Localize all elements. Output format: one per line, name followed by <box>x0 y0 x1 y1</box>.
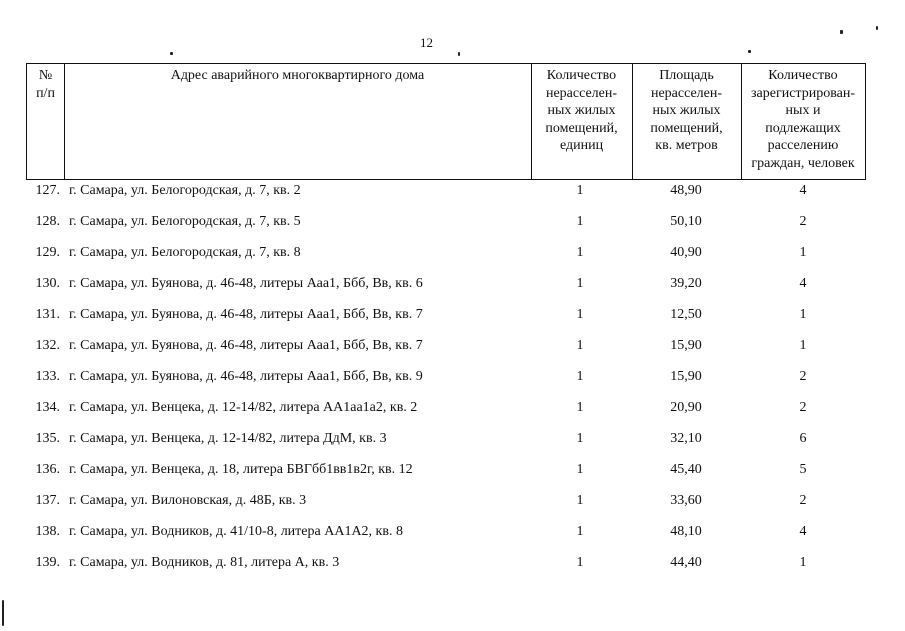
table-row <box>26 273 866 304</box>
row-address: г. Самара, ул. Водников, д. 81, литера А, кв. 3 <box>69 555 340 570</box>
row-count: 1 <box>576 245 584 260</box>
header-people-line: зарегистрирован- <box>751 85 855 101</box>
header-num <box>27 64 64 179</box>
row-people: 1 <box>799 245 807 260</box>
row-area: 33,60 <box>670 493 702 508</box>
row-area: 15,90 <box>670 369 702 384</box>
row-people: 2 <box>799 493 807 508</box>
row-number: 129. <box>35 245 60 260</box>
table-row <box>26 242 866 273</box>
row-people: 1 <box>799 338 807 353</box>
row-area: 39,20 <box>670 276 702 291</box>
header-area-line: кв. метров <box>655 138 718 153</box>
row-number: 135. <box>35 431 60 446</box>
row-count: 1 <box>576 183 584 198</box>
row-number: 137. <box>35 493 60 508</box>
row-area: 50,10 <box>670 214 702 229</box>
row-area: 32,10 <box>670 431 702 446</box>
header-num-line: № <box>38 68 53 83</box>
row-address: г. Самара, ул. Буянова, д. 46-48, литеры Ааа1, Ббб, Вв, кв. 9 <box>69 369 423 384</box>
table-row <box>26 459 866 490</box>
table-row <box>26 211 866 242</box>
header-area-line: помещений, <box>650 120 723 136</box>
row-number: 131. <box>35 307 60 322</box>
row-count: 1 <box>576 400 584 415</box>
row-address: г. Самара, ул. Белогородская, д. 7, кв. 8 <box>69 245 301 260</box>
row-people: 4 <box>799 183 807 198</box>
row-people: 1 <box>799 555 807 570</box>
table-row <box>26 366 866 397</box>
row-address: г. Самара, ул. Белогородская, д. 7, кв. 5 <box>69 214 301 229</box>
row-count: 1 <box>576 493 584 508</box>
header-num-line: п/п <box>36 85 55 101</box>
scan-speck <box>458 52 460 56</box>
page-number: 12 <box>420 35 433 50</box>
row-number: 136. <box>35 462 60 477</box>
row-address: г. Самара, ул. Буянова, д. 46-48, литеры Ааа1, Ббб, Вв, кв. 7 <box>69 338 423 353</box>
header-address <box>64 64 531 179</box>
row-people: 2 <box>799 400 807 415</box>
row-number: 130. <box>35 276 60 291</box>
row-area: 20,90 <box>670 400 702 415</box>
row-number: 139. <box>35 555 60 570</box>
row-address: г. Самара, ул. Вилоновская, д. 48Б, кв. 3 <box>69 493 307 508</box>
table-row <box>26 397 866 428</box>
row-count: 1 <box>576 338 584 353</box>
header-people-line: подлежащих <box>765 120 841 136</box>
row-area: 12,50 <box>670 307 702 322</box>
row-number: 134. <box>35 400 60 415</box>
row-address: г. Самара, ул. Венцека, д. 12-14/82, литера АА1аа1а2, кв. 2 <box>69 400 418 415</box>
row-area: 48,10 <box>670 524 702 539</box>
row-address: г. Самара, ул. Венцека, д. 12-14/82, литера ДдМ, кв. 3 <box>69 431 387 446</box>
header-people <box>741 64 865 179</box>
scan-speck <box>748 50 751 53</box>
table-row <box>26 428 866 459</box>
header-address-text: Адрес аварийного многоквартирного дома <box>170 68 425 83</box>
row-count: 1 <box>576 369 584 384</box>
row-people: 1 <box>799 307 807 322</box>
row-people: 4 <box>799 524 807 539</box>
table-row <box>26 304 866 335</box>
header-count-line: единиц <box>559 138 604 153</box>
header-people-line: ных и <box>785 103 821 118</box>
row-count: 1 <box>576 214 584 229</box>
row-address: г. Самара, ул. Буянова, д. 46-48, литеры Ааа1, Ббб, Вв, кв. 7 <box>69 307 423 322</box>
row-people: 6 <box>799 431 807 446</box>
header-count-line: нерасселен- <box>545 85 618 101</box>
row-number: 133. <box>35 369 60 384</box>
row-count: 1 <box>576 276 584 291</box>
row-people: 5 <box>799 462 807 477</box>
header-area <box>632 64 741 179</box>
table-row <box>26 335 866 366</box>
row-count: 1 <box>576 524 584 539</box>
scan-speck <box>840 30 843 34</box>
scan-speck <box>170 52 173 55</box>
header-area-line: Площадь <box>659 68 714 83</box>
row-address: г. Самара, ул. Водников, д. 41/10-8, литера АА1А2, кв. 8 <box>69 524 403 539</box>
table-row <box>26 490 866 521</box>
header-people-line: Количество <box>768 68 838 83</box>
table-row <box>26 552 866 583</box>
header-area-line: ных жилых <box>652 103 721 118</box>
header-people-line: расселению <box>767 138 839 153</box>
row-number: 128. <box>35 214 60 229</box>
row-address: г. Самара, ул. Буянова, д. 46-48, литеры Ааа1, Ббб, Вв, кв. 6 <box>69 276 423 291</box>
row-area: 44,40 <box>670 555 702 570</box>
row-count: 1 <box>576 307 584 322</box>
row-people: 2 <box>799 369 807 384</box>
header-people-line: граждан, человек <box>751 155 855 171</box>
row-area: 40,90 <box>670 245 702 260</box>
row-people: 2 <box>799 214 807 229</box>
header-count-line: помещений, <box>545 120 618 136</box>
scan-speck <box>2 600 4 626</box>
table-row <box>26 180 866 211</box>
table-row <box>26 521 866 552</box>
header-count <box>531 64 632 179</box>
row-number: 138. <box>35 524 60 539</box>
header-count-line: ных жилых <box>547 103 616 118</box>
row-area: 15,90 <box>670 338 702 353</box>
row-count: 1 <box>576 431 584 446</box>
row-address: г. Самара, ул. Венцека, д. 18, литера БВГбб1вв1в2г, кв. 12 <box>69 462 413 477</box>
row-area: 48,90 <box>670 183 702 198</box>
header-count-line: Количество <box>546 68 617 83</box>
row-number: 127. <box>35 183 60 198</box>
table-header <box>26 63 866 180</box>
scan-speck <box>876 26 878 30</box>
row-address: г. Самара, ул. Белогородская, д. 7, кв. 2 <box>69 183 301 198</box>
row-people: 4 <box>799 276 807 291</box>
row-count: 1 <box>576 462 584 477</box>
row-number: 132. <box>35 338 60 353</box>
row-count: 1 <box>576 555 584 570</box>
header-area-line: нерасселен- <box>650 85 723 101</box>
row-area: 45,40 <box>670 462 702 477</box>
